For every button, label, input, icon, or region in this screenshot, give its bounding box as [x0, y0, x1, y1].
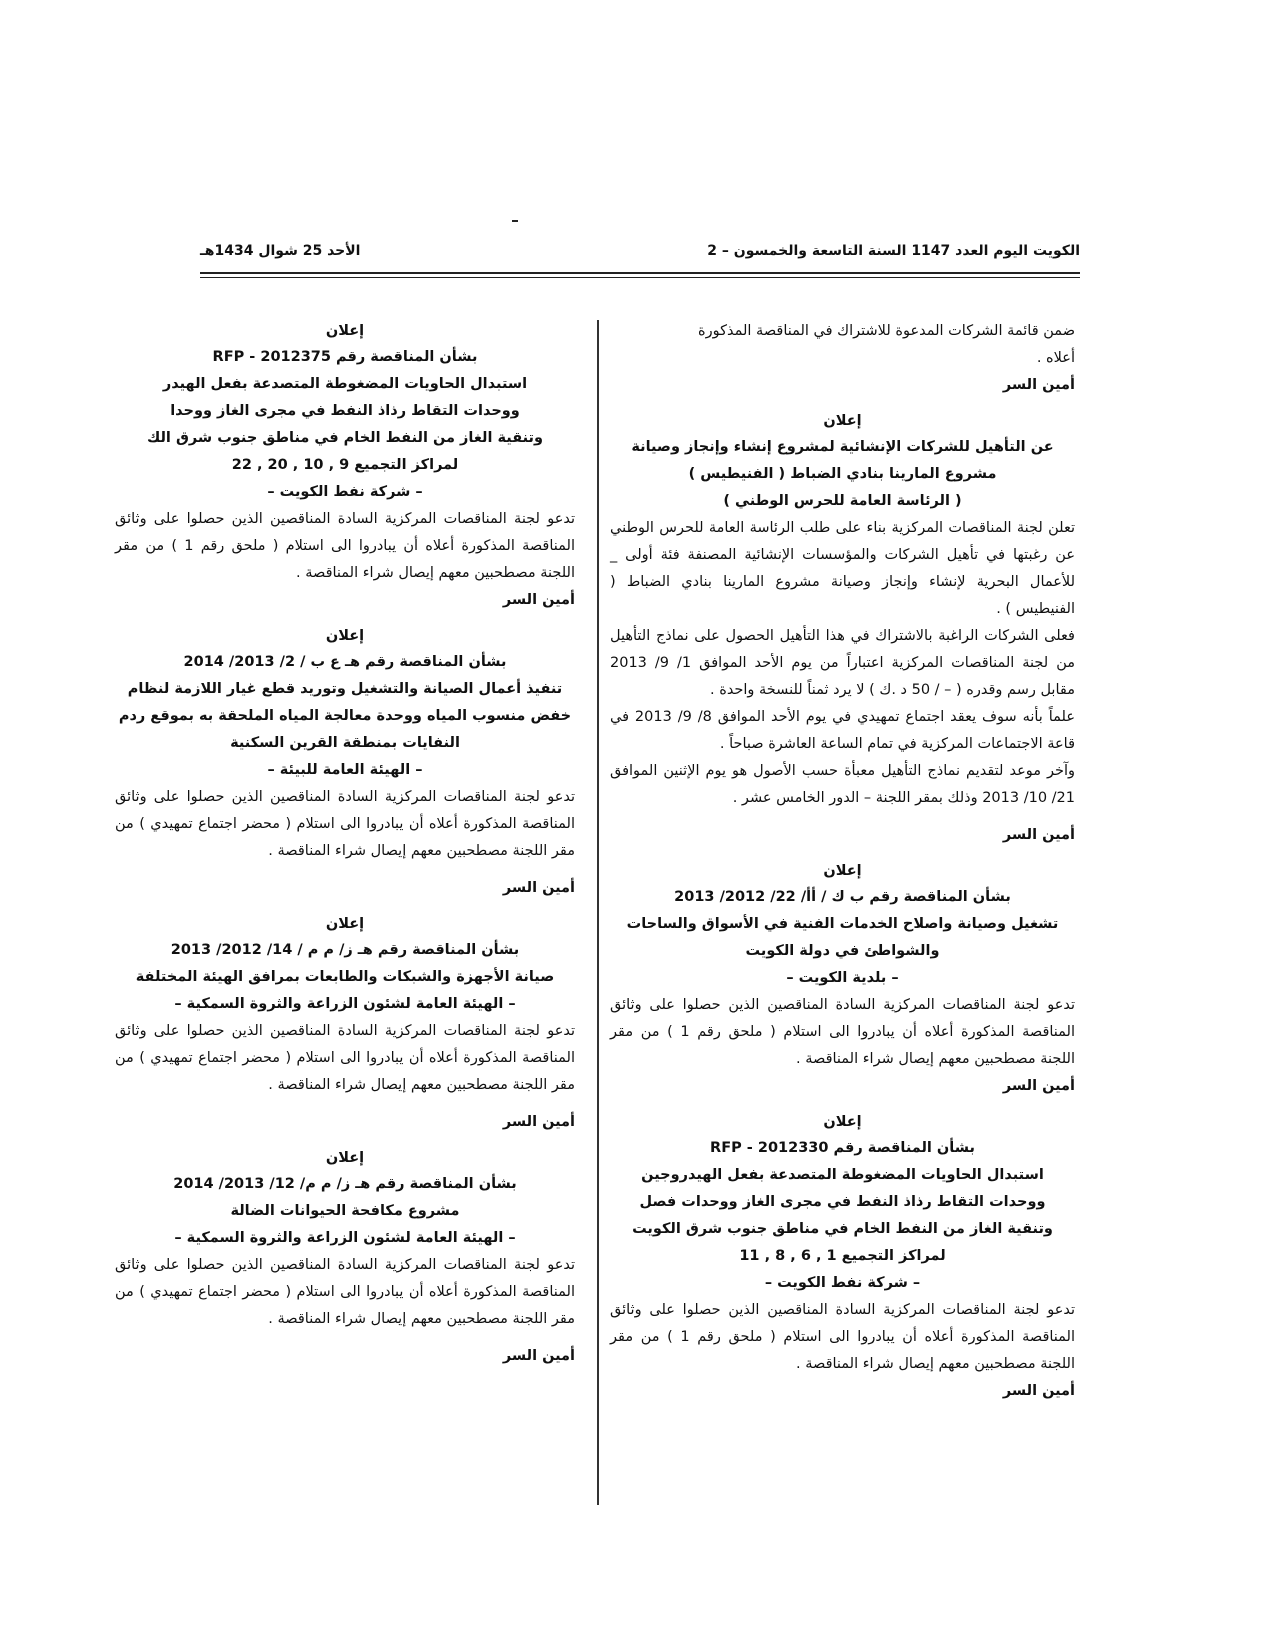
- notice-tender-environment: [115, 623, 575, 901]
- notice-issuer: – بلدية الكويت –: [786, 970, 899, 986]
- notice-title-line: مشروع مكافحة الحيوانات الضالة: [230, 1203, 460, 1219]
- notice-heading: إعلان: [325, 323, 365, 339]
- issue-info: الكويت اليوم العدد 1147 السنة التاسعة والخمسون – 2: [707, 243, 1080, 259]
- notice-paragraph: تدعو لجنة المناقصات المركزية السادة المناقصين الذين حصلوا على وثائق المناقصة المذكورة أعلاه أن يبادروا الى استلام ( محضر اجتماع تمهيدي ) من مقر اللجنة مصطحبين معهم إيصال شراء المناقصة .: [115, 789, 575, 859]
- notice-heading: إعلان: [823, 413, 862, 429]
- notice-paragraph: فعلى الشركات الراغبة بالاشتراك في هذا التأهيل الحصول على نماذج التأهيل من لجنة المناقصات المركزية اعتباراً من يوم الأحد الموافق 1/ 9/ 2013 مقابل رسم وقدره ( – / 50 د .ك ) لا يرد ثمناً للنسخة واحدة .: [610, 628, 1076, 698]
- notice-paragraph: تدعو لجنة المناقصات المركزية السادة المناقصين الذين حصلوا على وثائق المناقصة المذكورة أعلاه أن يبادروا الى استلام ( ملحق رقم 1 ) من مقر اللجنة مصطحبين معهم إيصال شراء المناقصة .: [115, 511, 575, 581]
- notice-title-line: ووحدات التقاط رذاذ النفط في مجرى الغاز ووحدات فصل: [639, 1194, 1046, 1210]
- notice-issuer: – الهيئة العامة لشئون الزراعة والثروة السمكية –: [174, 996, 516, 1012]
- header-rule-thick: [200, 272, 1080, 274]
- notice-title-line: تنفيذ أعمال الصيانة والتشغيل وتوريد قطع غيار اللازمة لنظام: [127, 681, 563, 697]
- continuation-line: ضمن قائمة الشركات المدعوة للاشتراك في المناقصة المذكورة: [698, 323, 1075, 339]
- notice-title-line: بشأن المناقصة رقم ب ك / أأ/ 22/ 2012/ 2013: [674, 889, 1011, 905]
- notice-qualification: [610, 408, 1075, 848]
- notice-paragraph: علماً بأنه سوف يعقد اجتماع تمهيدي في يوم الأحد الموافق 8/ 9/ 2013 في قاعة الاجتماعات المركزية في تمام الساعة العاشرة صباحاً .: [610, 709, 1075, 752]
- notice-title-line: استبدال الحاويات المضغوطة المتصدعة بفعل الهيدروجين: [641, 1167, 1044, 1183]
- notice-title-line: مشروع المارينا بنادي الضباط ( الفنيطيس ): [688, 466, 997, 482]
- notice-paragraph: تدعو لجنة المناقصات المركزية السادة المناقصين الذين حصلوا على وثائق المناقصة المذكورة أعلاه أن يبادروا الى استلام ( ملحق رقم 1 ) من مقر اللجنة مصطحبين معهم إيصال شراء المناقصة .: [610, 997, 1075, 1067]
- notice-title-line: بشأن المناقصة رقم هـ ز/ م م/ 12/ 2013/ 2014: [173, 1176, 517, 1192]
- notice-title-line: وتنقية الغاز من النفط الخام في مناطق جنوب شرق الكويت: [632, 1221, 1053, 1237]
- notice-title-line: وتنقية الغاز من النفط الخام في مناطق جنوب شرق الك: [146, 430, 544, 446]
- notice-title-line: بشأن المناقصة رقم RFP - 2012375: [212, 349, 478, 365]
- secretary-signature: أمين السر: [1002, 827, 1075, 843]
- secretary-signature: أمين السر: [1002, 1078, 1075, 1094]
- notice-heading: إعلان: [325, 916, 365, 932]
- notice-paragraph: تعلن لجنة المناقصات المركزية بناء على طلب الرئاسة العامة للحرس الوطني عن رغبتها في تأهيل الشركات والمؤسسات الإنشائية المصنفة فئة أولى _ للأعمال البحرية لإنشاء وإنجاز وصيانة مشروع المارينا بنادي الضباط ( الفنيطيس ) .: [610, 520, 1075, 617]
- notice-heading: إعلان: [823, 863, 862, 879]
- notice-title-line: لمراكز التجميع 1 , 6 , 8 , 11: [739, 1248, 946, 1264]
- notice-title-line: استبدال الحاويات المضغوطة المتصدعة بفعل الهيدر: [162, 376, 528, 392]
- notice-title-line: ووحدات التقاط رذاذ النفط في مجرى الغاز ووحدا: [170, 403, 520, 419]
- notice-title-line: والشواطئ في دولة الكويت: [745, 943, 940, 959]
- notice-title-line: خفض منسوب المياه ووحدة معالجة المياه الملحقة به بموقع ردم: [118, 708, 572, 724]
- secretary-signature: أمين السر: [502, 1348, 575, 1364]
- notice-tender-stray-animals: [115, 1145, 575, 1369]
- notice-paragraph: تدعو لجنة المناقصات المركزية السادة المناقصين الذين حصلوا على وثائق المناقصة المذكورة أعلاه أن يبادروا الى استلام ( محضر اجتماع تمهيدي ) من مقر اللجنة مصطحبين معهم إيصال شراء المناقصة .: [115, 1257, 575, 1327]
- issue-date: الأحد 25 شوال 1434هـ: [200, 243, 361, 259]
- continuation-line: أعلاه .: [1036, 350, 1075, 366]
- notice-issuer: – شركة نفط الكويت –: [267, 484, 423, 500]
- left-column: [115, 318, 575, 1369]
- notice-issuer: – الهيئة العامة للبيئة –: [267, 762, 423, 778]
- secretary-signature: أمين السر: [502, 592, 575, 608]
- notice-heading: إعلان: [325, 628, 365, 644]
- notice-title-line: بشأن المناقصة رقم هـ ع ب / 2/ 2013/ 2014: [183, 654, 507, 670]
- notice-paragraph: تدعو لجنة المناقصات المركزية السادة المناقصين الذين حصلوا على وثائق المناقصة المذكورة أعلاه أن يبادروا الى استلام ( ملحق رقم 1 ) من مقر اللجنة مصطحبين معهم إيصال شراء المناقصة .: [610, 1302, 1075, 1372]
- notice-issuer: – شركة نفط الكويت –: [764, 1275, 921, 1291]
- notice-title-line: النفايات بمنطقة القرين السكنية: [230, 735, 460, 751]
- notice-title-line: عن التأهيل للشركات الإنشائية لمشروع إنشاء وإنجاز وصيانة: [631, 439, 1054, 455]
- notice-issuer: – الهيئة العامة لشئون الزراعة والثروة السمكية –: [174, 1230, 516, 1246]
- notice-title-line: صيانة الأجهزة والشبكات والطابعات بمرافق الهيئة المختلفة: [135, 969, 555, 985]
- right-column: [610, 318, 1075, 1404]
- notice-title-line: بشأن المناقصة رقم هـ ز/ م م / 14/ 2012/ 2013: [170, 942, 520, 958]
- notice-tender-agriculture-it: [115, 911, 575, 1135]
- column-divider: [597, 320, 599, 1505]
- notice-title-line: بشأن المناقصة رقم RFP - 2012330: [710, 1140, 975, 1156]
- notice-tender-rfp-2012375: [115, 318, 575, 613]
- notice-tender-rfp-2012330: [610, 1109, 1075, 1404]
- notice-title-line: ( الرئاسة العامة للحرس الوطني ): [723, 493, 962, 509]
- page-header: [200, 243, 1080, 267]
- notice-title-line: تشغيل وصيانة واصلاح الخدمات الفنية في الأسواق والساحات: [626, 916, 1059, 932]
- notice-heading: إعلان: [325, 1150, 365, 1166]
- notice-title-line: لمراكز التجميع 9 , 10 , 20 , 22: [231, 457, 459, 473]
- ink-speck: [512, 220, 518, 222]
- secretary-signature: أمين السر: [502, 880, 575, 896]
- notice-paragraph: وآخر موعد لتقديم نماذج التأهيل معبأة حسب الأصول هو يوم الإثنين الموافق 21/ 10/ 2013 وذلك بمقر اللجنة – الدور الخامس عشر .: [610, 763, 1075, 806]
- secretary-signature: أمين السر: [1002, 377, 1075, 393]
- header-rule-thin: [200, 277, 1080, 278]
- notice-heading: إعلان: [823, 1114, 862, 1130]
- secretary-signature: أمين السر: [1002, 1383, 1075, 1399]
- notice-paragraph: تدعو لجنة المناقصات المركزية السادة المناقصين الذين حصلوا على وثائق المناقصة المذكورة أعلاه أن يبادروا الى استلام ( محضر اجتماع تمهيدي ) من مقر اللجنة مصطحبين معهم إيصال شراء المناقصة .: [115, 1023, 575, 1093]
- notice-tender-municipality: [610, 858, 1075, 1099]
- secretary-signature: أمين السر: [502, 1114, 575, 1130]
